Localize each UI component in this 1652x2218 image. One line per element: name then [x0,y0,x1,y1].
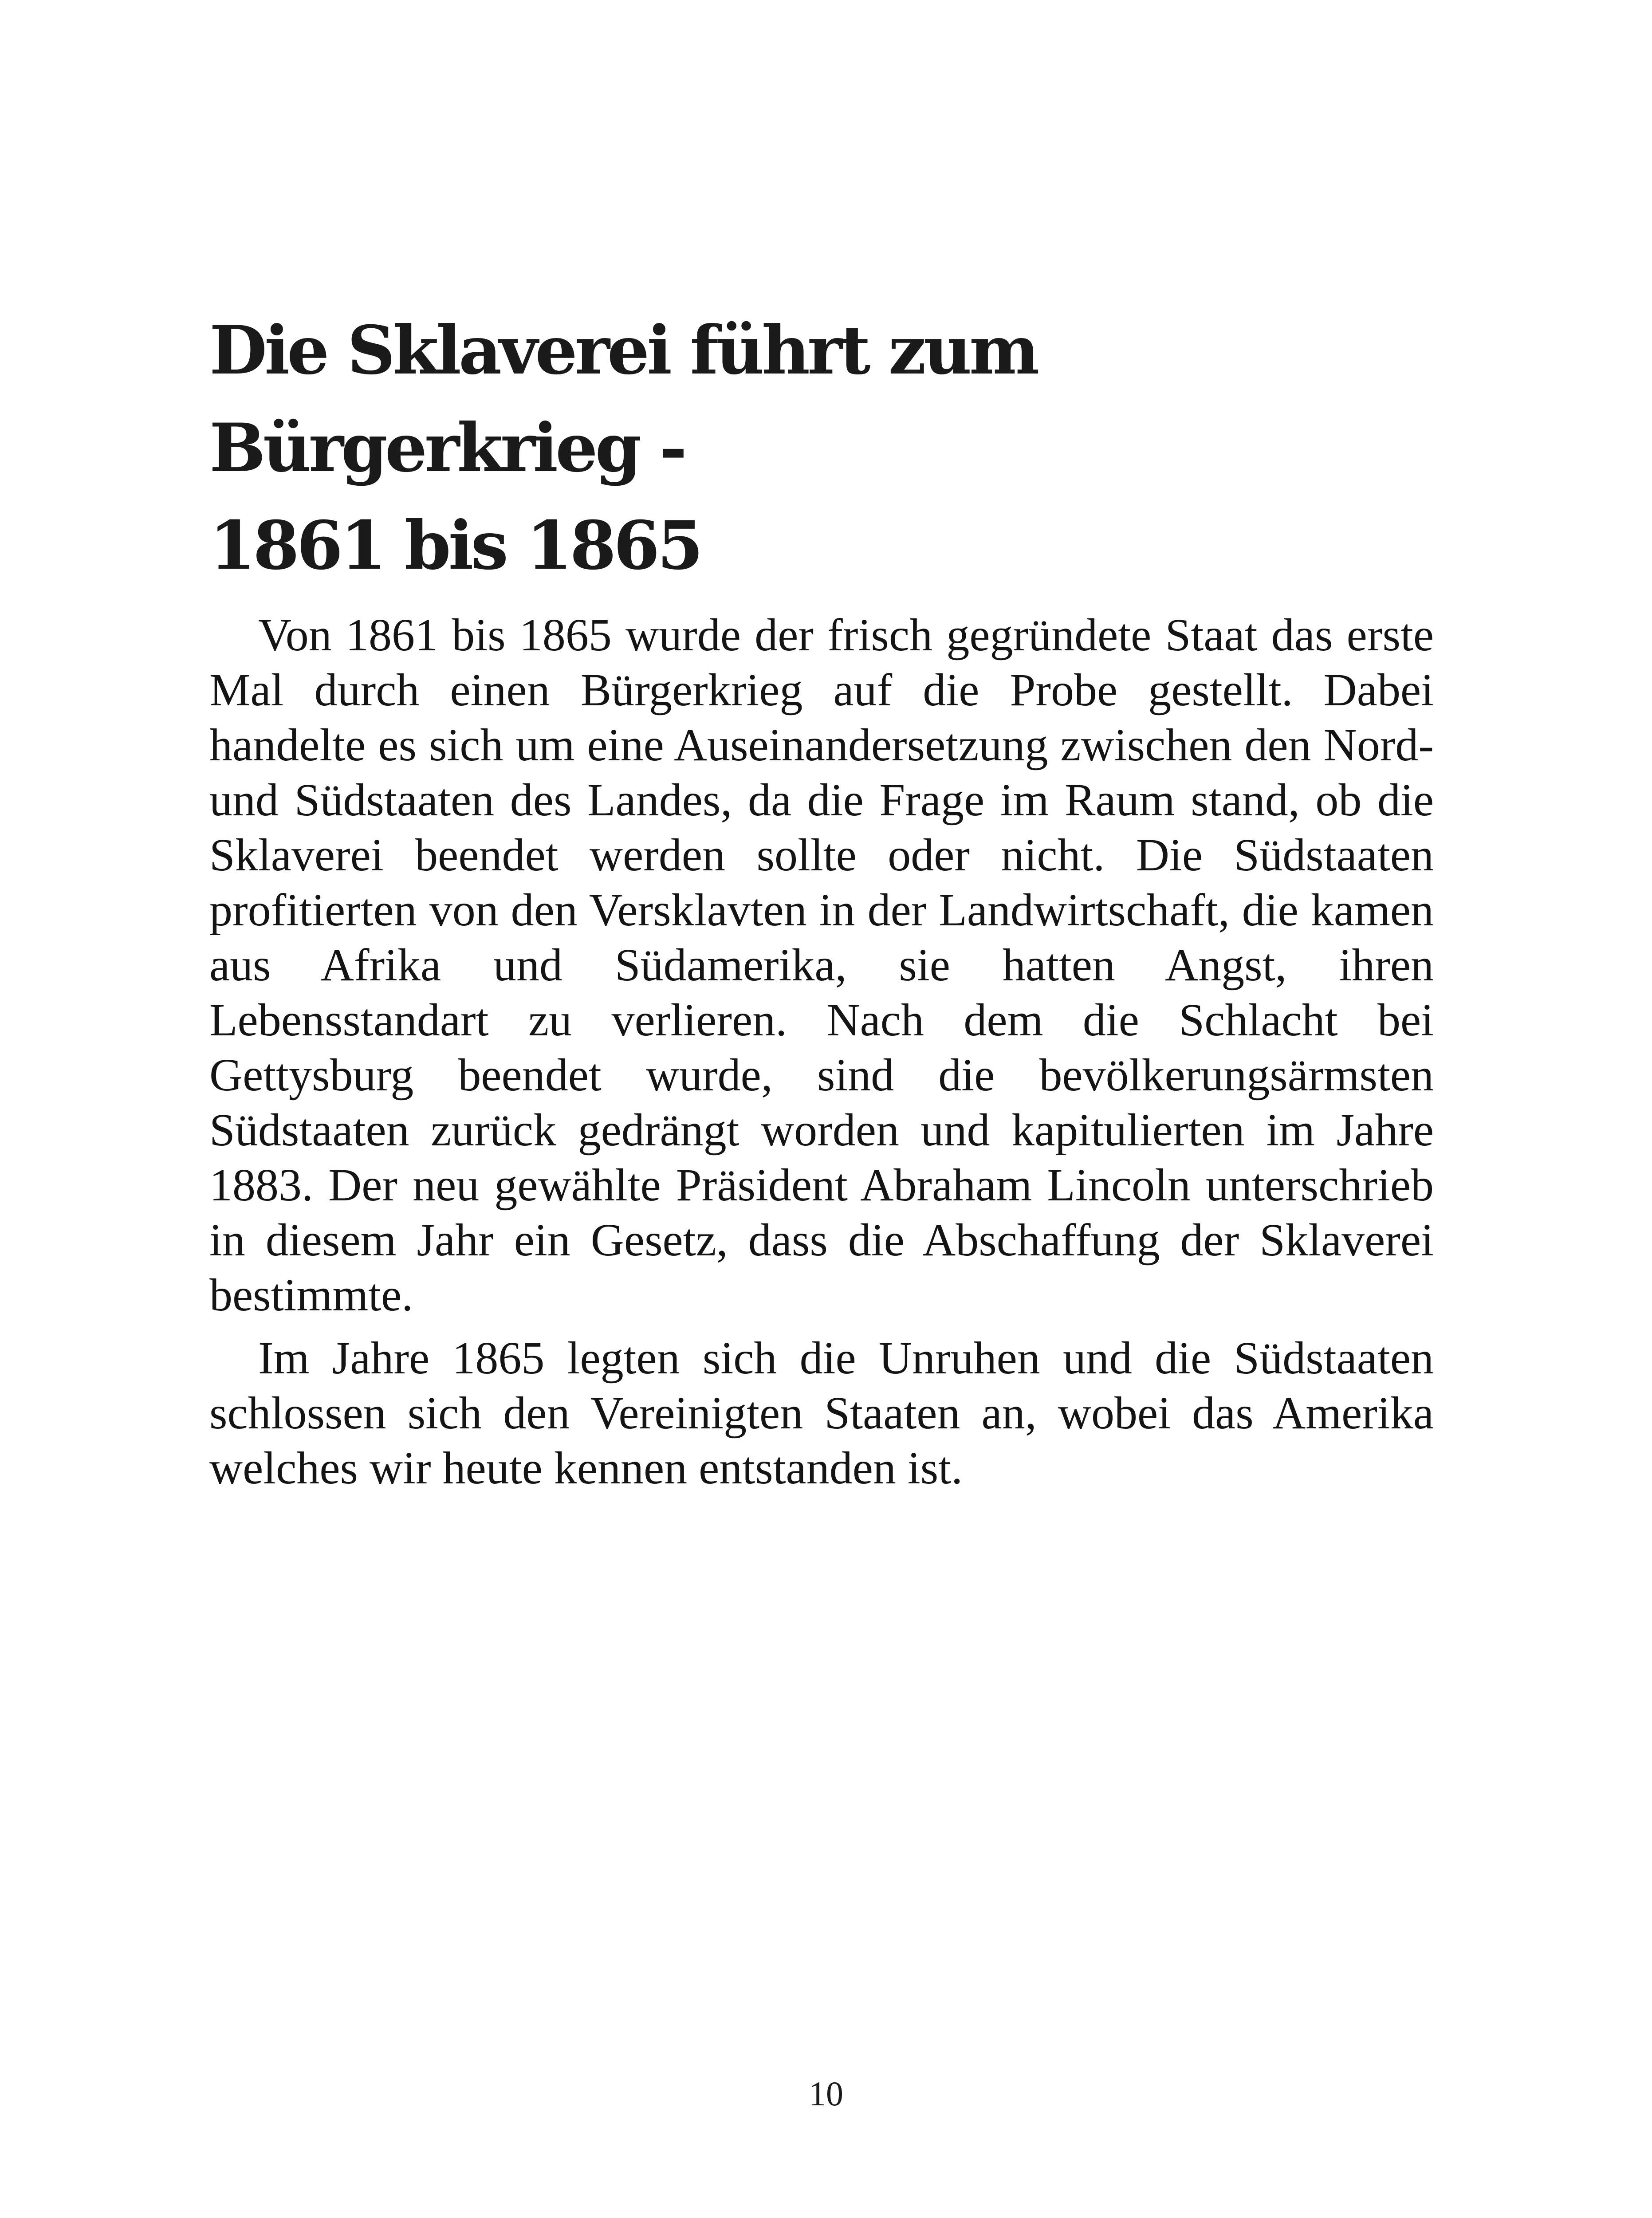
chapter-heading [209,302,1434,594]
page-number: 10 [809,2074,843,2113]
chapter-heading-line-2: 1861 bis 1865 [209,507,701,585]
page-content [209,302,1434,1496]
body-paragraph-1: Von 1861 bis 1865 wurde der frisch gegründete Staat das erste Mal durch einen Bürgerkrieg auf die Probe gestellt. Dabei handelte es sich um eine Auseinandersetzung zwischen den Nord-und Südstaaten des Landes, da die Frage im Raum stand, ob die Sklaverei beendet werden sollte oder nicht. Die Südstaaten profitierten von den Versklavten in der Landwirtschaft, die kamen aus Afrika und Südamerika, sie hatten Angst, ihren Lebensstandart zu verlieren. Nach dem die Schlacht bei Gettysburg beendet wurde, sind die bevölkerungsärmsten Südstaaten zurück gedrängt worden und kapitulierten im Jahre 1883. Der neu gewählte Präsident Abraham Lincoln unterschrieb in diesem Jahr ein Gesetz, dass die Abschaffung der Sklaverei bestimmte. [209,610,1434,1321]
chapter-heading-line-1: Die Sklaverei führt zum Bürgerkrieg - [209,311,1037,487]
body-paragraph-2: Im Jahre 1865 legten sich die Unruhen und die Südstaaten schlossen sich den Vereinigten Staaten an, wobei das Amerika welches wir heute kennen entstanden ist. [209,1333,1434,1494]
